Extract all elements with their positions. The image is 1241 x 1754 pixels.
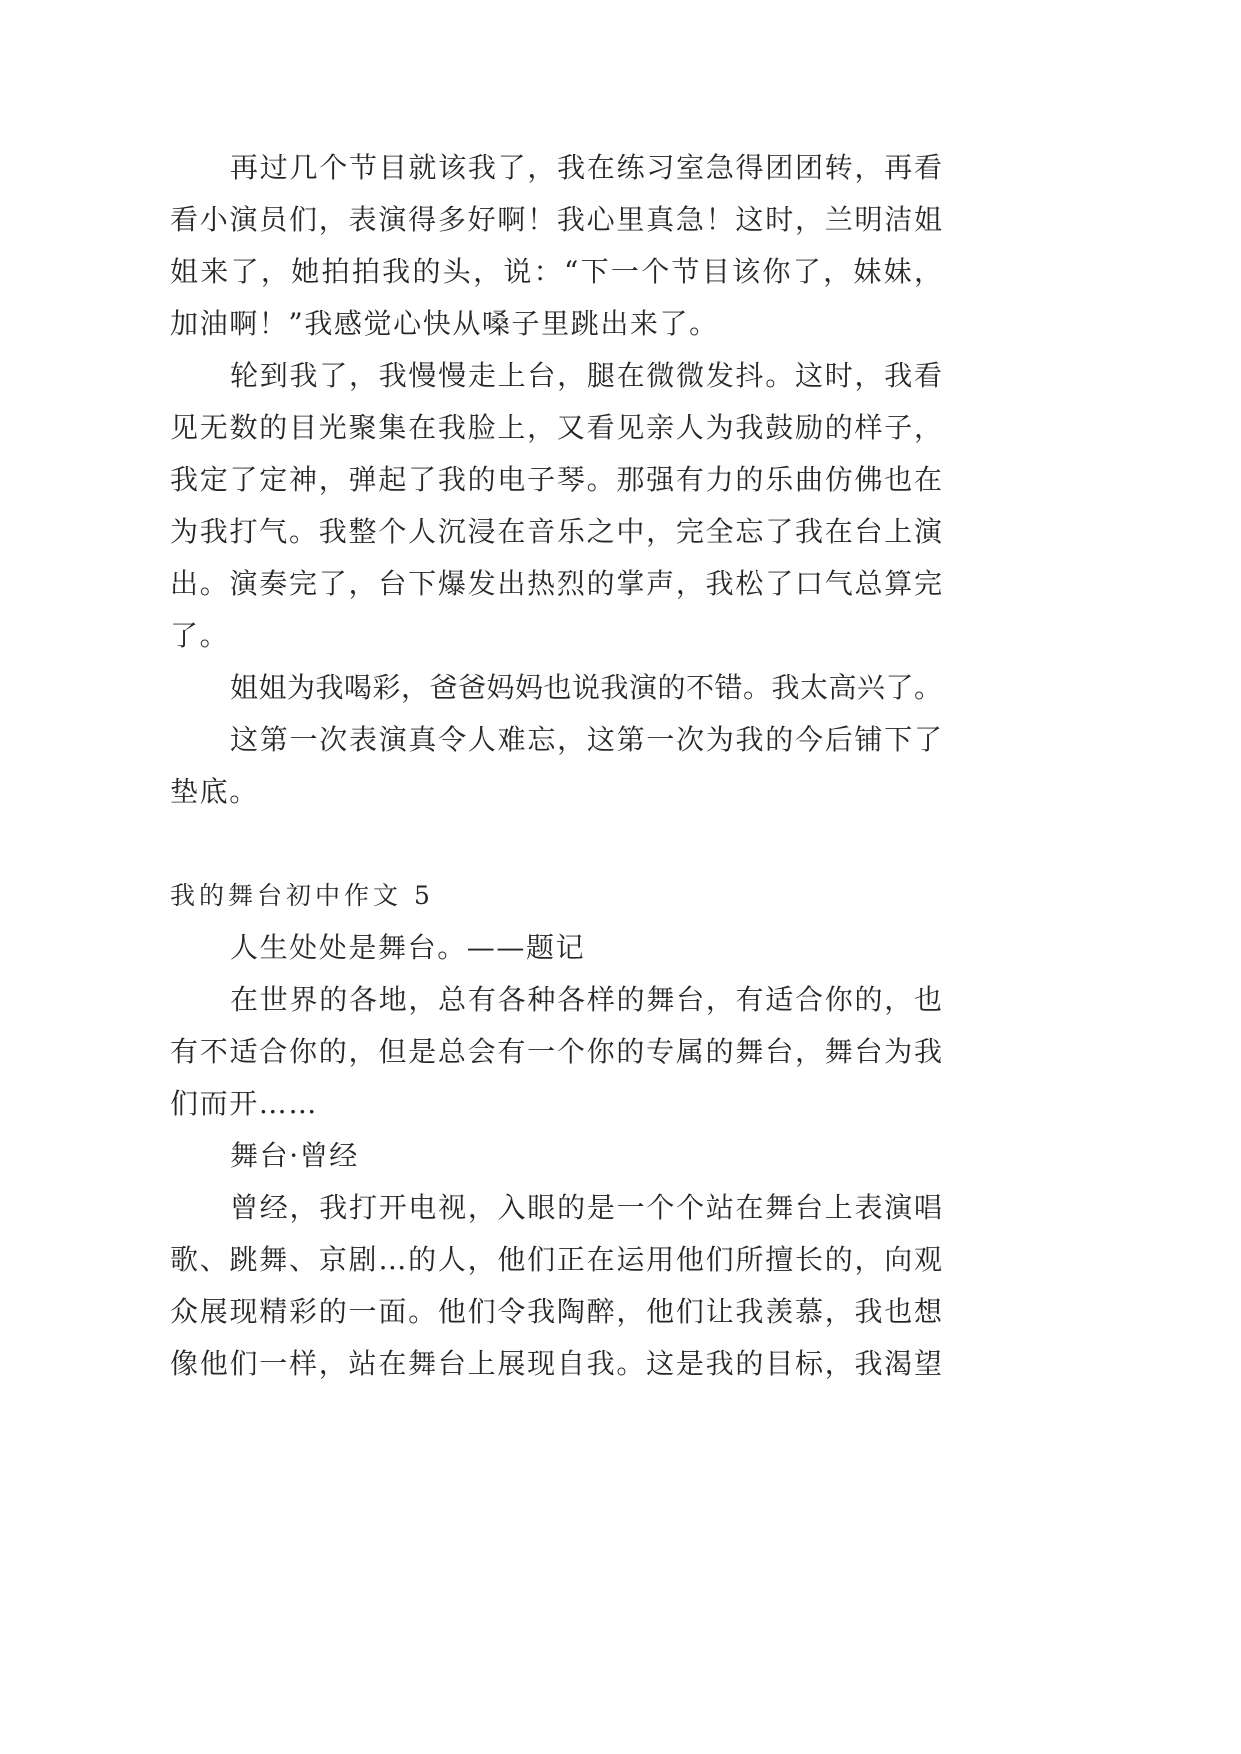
body-text-line: 垫底。 bbox=[170, 775, 259, 808]
body-text-line: 像他们一样，站在舞台上展现自我。这是我的目标，我渴望 bbox=[170, 1347, 942, 1380]
section-heading bbox=[170, 1130, 942, 1182]
body-text-line: 歌、跳舞、京剧…的人，他们正在运用他们所擅长的，向观 bbox=[170, 1243, 942, 1276]
paragraph-performance bbox=[170, 350, 942, 662]
body-text-line: 为我打气。我整个人沉浸在音乐之中，完全忘了我在台上演 bbox=[170, 515, 942, 548]
body-text-line: 们而开…… bbox=[170, 1087, 319, 1120]
body-text-line: 众展现精彩的一面。他们令我陶醉，他们让我羡慕，我也想 bbox=[170, 1295, 942, 1328]
paragraph-once bbox=[170, 1182, 942, 1390]
body-text-line: 了。 bbox=[170, 619, 230, 652]
body-text-line: 在世界的各地，总有各种各样的舞台，有适合你的，也 bbox=[230, 983, 942, 1016]
body-text-line: 曾经，我打开电视，入眼的是一个个站在舞台上表演唱 bbox=[230, 1191, 942, 1224]
section-heading-line: 舞台·曾经 bbox=[230, 1139, 359, 1172]
body-text-line: 看小演员们，表演得多好啊！我心里真急！这时，兰明洁姐 bbox=[170, 203, 942, 236]
body-text-line: 再过几个节目就该我了，我在练习室急得团团转，再看 bbox=[230, 151, 942, 184]
body-text-line: 轮到我了，我慢慢走上台，腿在微微发抖。这时，我看 bbox=[230, 359, 942, 392]
text-area bbox=[170, 142, 942, 1390]
paragraph-waiting-backstage bbox=[170, 142, 942, 350]
paragraph-cheering bbox=[170, 662, 942, 714]
body-text-line: 姐姐为我喝彩，爸爸妈妈也说我演的不错。我太高兴了。 bbox=[230, 671, 942, 704]
body-text-line: 见无数的目光聚集在我脸上，又看见亲人为我鼓励的样子， bbox=[170, 411, 942, 444]
body-text-line: 加油啊！”我感觉心快从嗓子里跳出来了。 bbox=[170, 307, 719, 340]
paragraph-stages-everywhere bbox=[170, 974, 942, 1130]
blank-line bbox=[170, 818, 942, 870]
body-text-line: 我定了定神，弹起了我的电子琴。那强有力的乐曲仿佛也在 bbox=[170, 463, 942, 496]
body-text-line: 这第一次表演真令人难忘，这第一次为我的今后铺下了 bbox=[230, 723, 942, 756]
paragraph-conclusion bbox=[170, 714, 942, 818]
essay-title: 我的舞台初中作文 5 bbox=[170, 881, 434, 910]
body-text-line: 有不适合你的，但是总会有一个你的专属的舞台，舞台为我 bbox=[170, 1035, 942, 1068]
epigraph-line: 人生处处是舞台。——题记 bbox=[230, 931, 586, 964]
epigraph bbox=[170, 922, 942, 974]
body-text-line: 姐来了，她拍拍我的头，说：“下一个节目该你了，妹妹， bbox=[170, 255, 942, 288]
body-text-line: 出。演奏完了，台下爆发出热烈的掌声，我松了口气总算完 bbox=[170, 567, 942, 600]
